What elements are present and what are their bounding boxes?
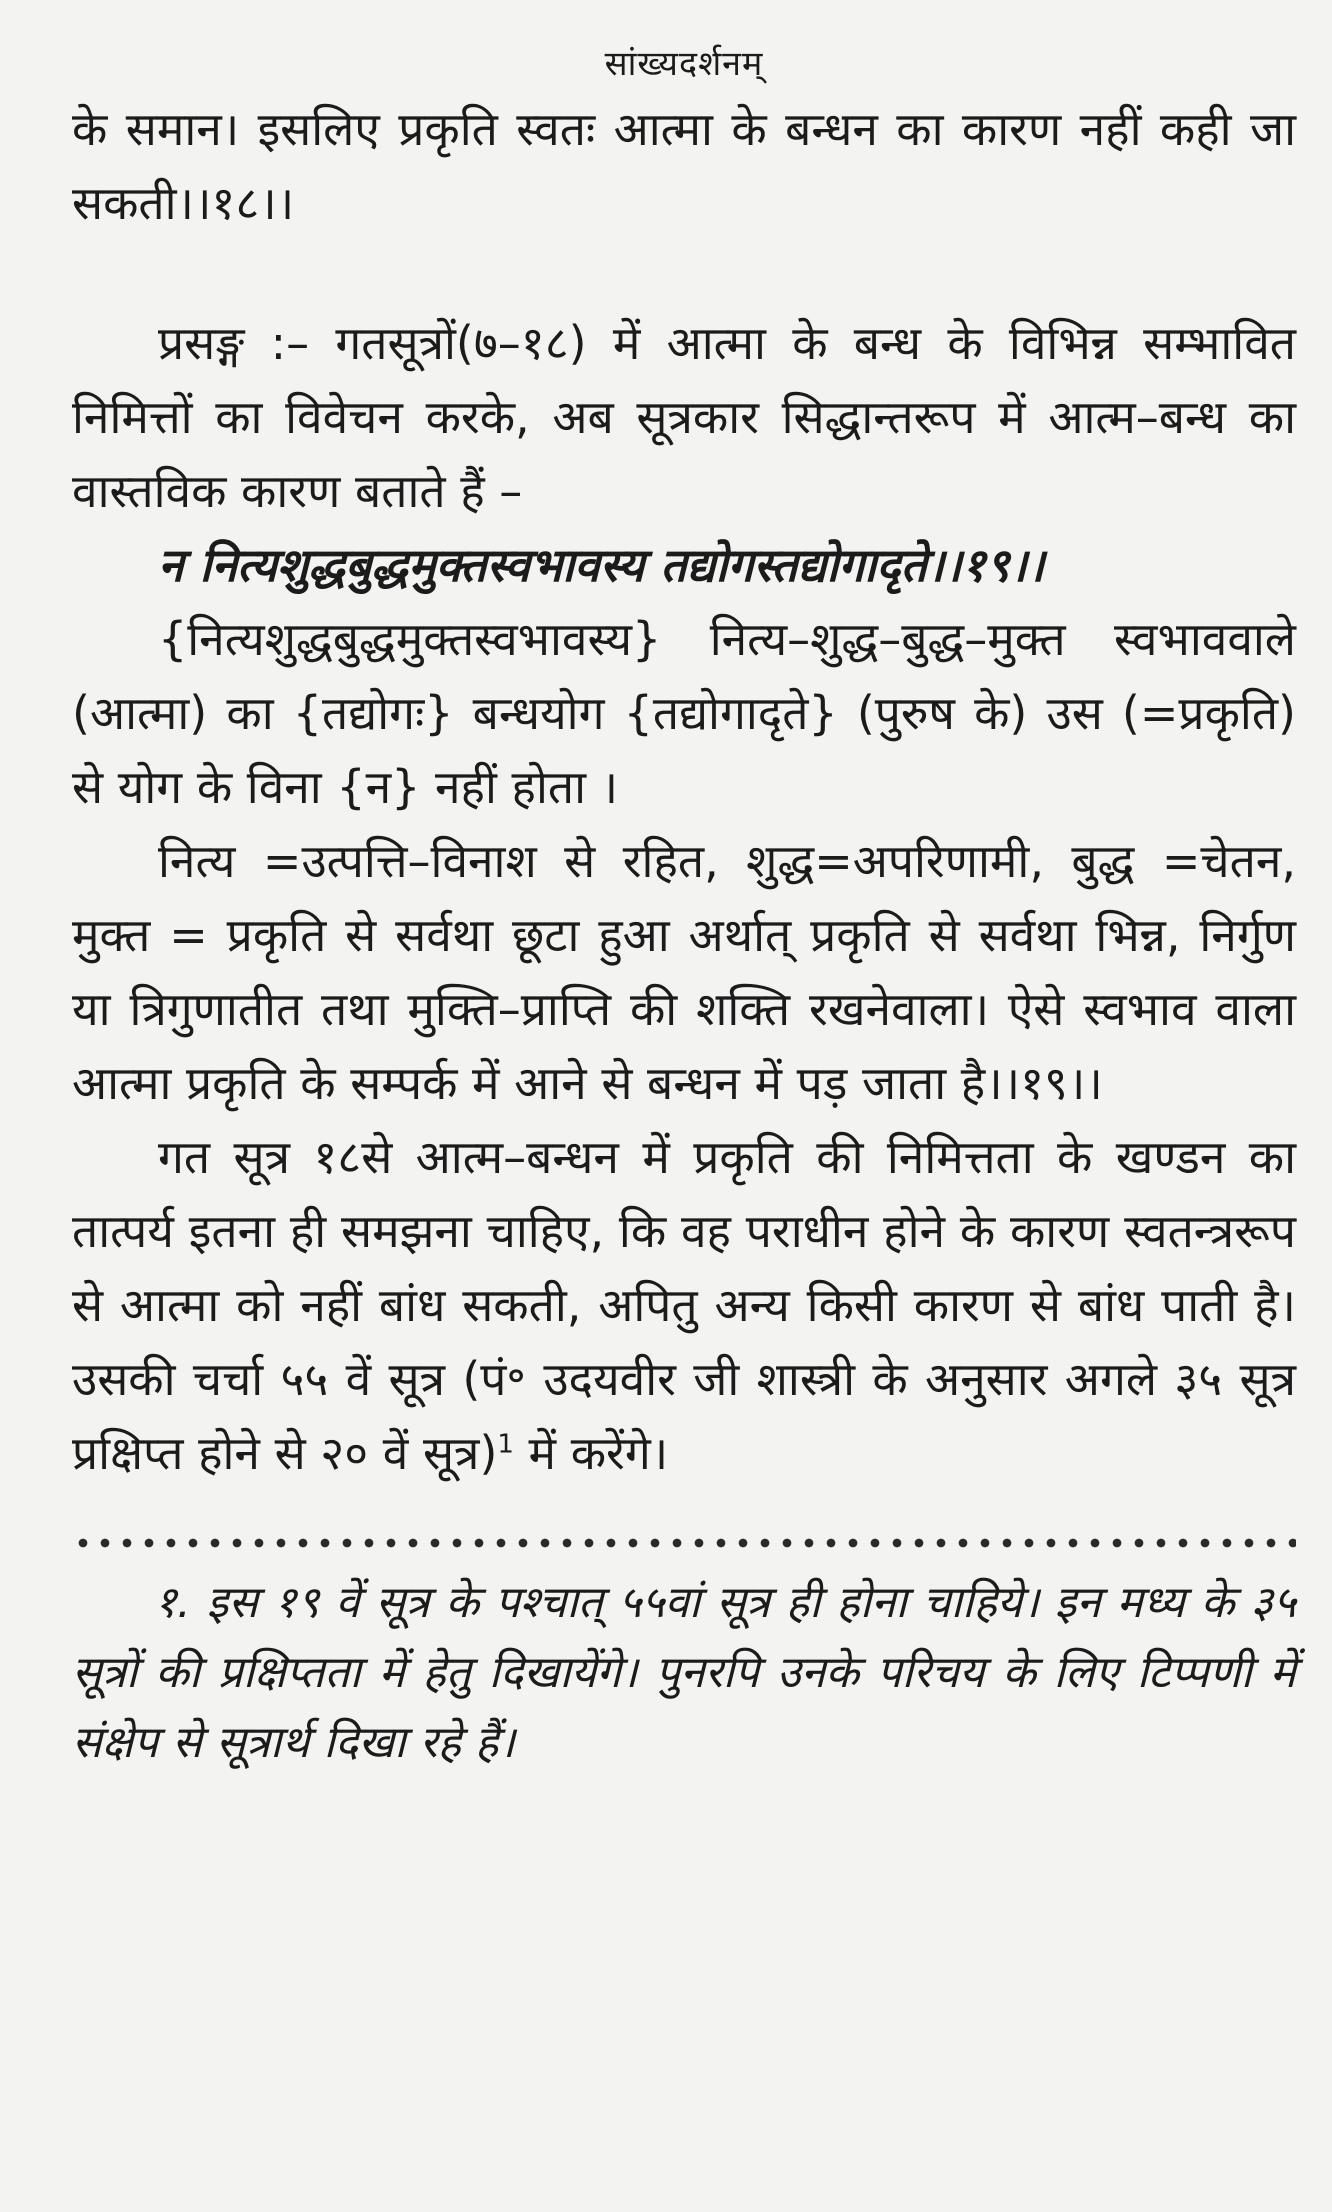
paragraph-continuation: के समान। इसलिए प्रकृति स्वतः आत्मा के बन्धन का कारण नहीं कही जा सकती।।१८।। — [72, 102, 1296, 230]
paragraph-word-meaning: {नित्यशुद्धबुद्धमुक्तस्वभावस्य} नित्य–शुद्ध–बुद्ध–मुक्त स्वभाववाले (आत्मा) का {तद्योगः} बन्धयोग {तद्योगादृते} (पुरुष के) उस (=प्रकृति) से योग के विना {न} नहीं होता । — [72, 612, 1296, 814]
paragraph-prasanga: प्रसङ्ग :– गतसूत्रों(७–१८) में आत्मा के बन्ध के विभिन्न सम्भावित निमित्तों का विवेचन करके, अब सूत्रकार सिद्धान्तरूप में आत्म–बन्ध का वास्तविक कारण बताते हैं – — [72, 316, 1296, 518]
footnote-marker: 1 — [497, 1429, 514, 1460]
sutra-verse: न नित्यशुद्धबुद्धमुक्तस्वभावस्य तद्योगस्तद्योगादृते।।१९।। — [158, 538, 1045, 592]
commentary-tail: में करेंगे। — [513, 1426, 669, 1480]
paragraph-explanation: नित्य =उत्पत्ति–विनाश से रहित, शुद्ध=अपरिणामी, बुद्ध =चेतन, मुक्त = प्रकृति से सर्वथा छूटा हुआ अर्थात् प्रकृति से सर्वथा भिन्न, निर्गुण या त्रिगुणातीत तथा मुक्ति–प्राप्ति की शक्ति रखनेवाला। ऐसे स्वभाव वाला आत्मा प्रकृति के सम्पर्क में आने से बन्धन में पड़ जाता है।।१९।। — [72, 834, 1296, 1110]
footnote-divider — [72, 1536, 1296, 1550]
footnote: १. इस १९ वें सूत्र के पश्चात् ५५वां सूत्र ही होना चाहिये। इन मध्य के ३५ सूत्रों की प्रक्षिप्तता में हेतु दिखायेंगे। पुनरपि उनके परिचय के लिए टिप्पणी में संक्षेप से सूत्रार्थ दिखा रहे हैं। — [72, 1577, 1296, 1768]
running-head: सांख्यदर्शनम् — [604, 44, 764, 84]
page-body — [72, 92, 1296, 1490]
commentary-text: गत सूत्र १८से आत्म–बन्धन में प्रकृति की निमित्तता के खण्डन का तात्पर्य इतना ही समझना चाहिए, कि वह पराधीन होने के कारण स्वतन्त्ररूप से आत्मा को नहीं बांध सकती, अपितु अन्य किसी कारण से बांध पाती है। उसकी चर्चा ५५ वें सूत्र (पं॰ उदयवीर जी शास्त्री के अनुसार अगले ३५ सूत्र प्रक्षिप्त होने से २० वें सूत्र) — [72, 1130, 1296, 1480]
paragraph-commentary — [72, 1120, 1296, 1490]
